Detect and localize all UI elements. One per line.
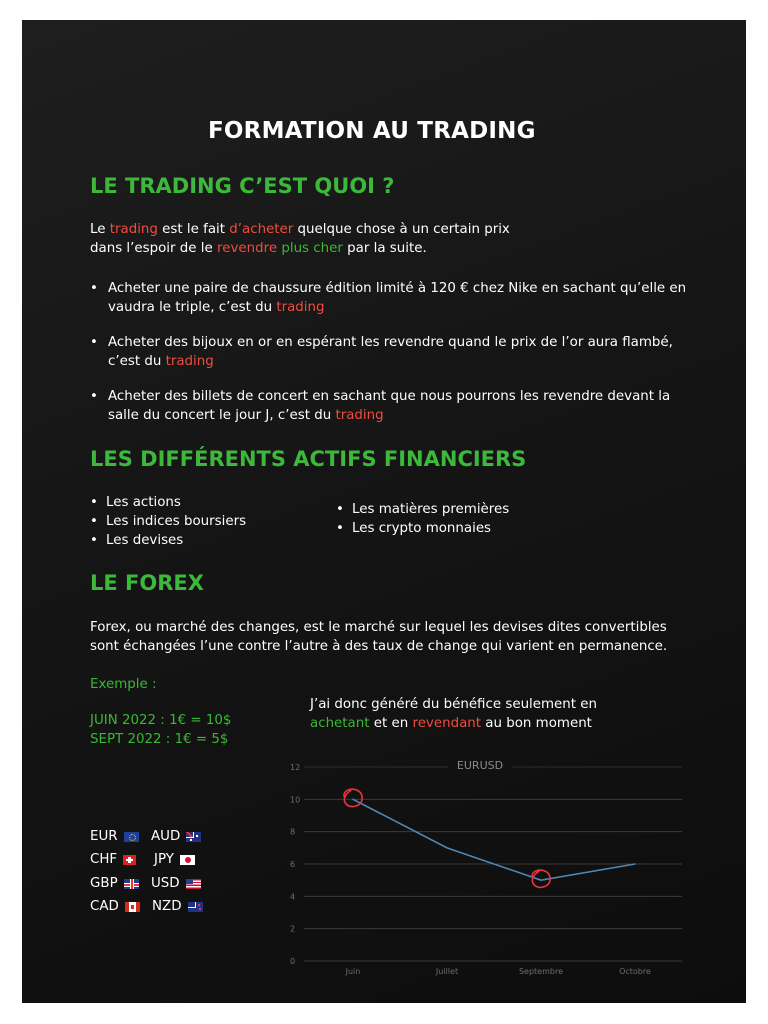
highlight-revendre: revendre — [217, 241, 278, 256]
list-item — [108, 387, 698, 425]
currency-code: JPY — [154, 852, 174, 867]
currency-eur — [90, 829, 139, 845]
heading-actifs: LES DIFFÉRENTS ACTIFS FINANCIERS — [90, 447, 527, 471]
currency-code: AUD — [151, 829, 181, 844]
profit-text: au bon moment — [481, 716, 592, 731]
highlight-plus-cher: plus cher — [281, 241, 343, 256]
intro-text: Le — [90, 222, 110, 237]
heading-forex: LE FOREX — [90, 571, 204, 595]
y-tick-label: 8 — [290, 827, 296, 837]
currency-code: NZD — [152, 899, 182, 914]
y-tick-label: 6 — [290, 860, 296, 869]
list-item — [108, 333, 698, 371]
example-sept: SEPT 2022 : 1€ = 5$ — [90, 732, 229, 747]
eurusd-line-chart — [280, 752, 690, 984]
chart-y-axis — [290, 763, 300, 966]
currency-usd — [151, 876, 201, 892]
data-point — [540, 879, 542, 881]
highlight-trading: trading — [109, 222, 158, 237]
y-tick-label: 4 — [290, 892, 296, 902]
x-tick-label: Juin — [345, 967, 361, 976]
list-item — [108, 279, 698, 317]
intro-text: est le fait — [157, 222, 230, 237]
list-item: • Les actions — [88, 493, 246, 512]
data-point — [446, 847, 448, 849]
data-point — [634, 863, 636, 865]
currency-code: CHF — [90, 852, 118, 867]
highlight-trading: trading — [165, 354, 214, 369]
highlight-achetant: achetant — [310, 716, 370, 731]
list-item: • Les crypto monnaies — [334, 519, 509, 538]
y-tick-label: 10 — [290, 795, 301, 805]
y-tick-label: 2 — [290, 924, 296, 934]
bullet-text: Acheter une paire de chaussure édition limité à 120 € chez Nike en sachant qu’elle en vaudra le triple, c’est du — [108, 281, 687, 315]
jp-flag-icon — [180, 855, 195, 865]
example-june: JUIN 2022 : 1€ = 10$ — [90, 713, 232, 728]
eu-flag-icon — [124, 832, 139, 842]
currency-cad — [90, 899, 140, 915]
example-label: Exemple : — [90, 677, 157, 692]
list-item: • Les devises — [88, 531, 246, 550]
highlight-trading: trading — [335, 408, 384, 423]
list-item: • Les indices boursiers — [88, 512, 246, 531]
data-point — [352, 799, 354, 801]
assets-list-right — [334, 500, 509, 538]
assets-list-left — [88, 493, 246, 550]
x-tick-label: Juillet — [435, 967, 459, 976]
chart-x-axis — [345, 967, 651, 976]
bullet-text: Acheter des bijoux en or en espérant les revendre quand le prix de l’or aura flambé, c’est du — [108, 335, 673, 369]
au-flag-icon — [186, 832, 201, 842]
paragraph-line: Forex, ou marché des changes, est le marché sur lequel les devises dites convertibles — [90, 620, 667, 635]
currency-code: EUR — [90, 829, 118, 844]
currency-nzd — [152, 899, 203, 915]
us-flag-icon — [186, 879, 201, 889]
profit-note — [310, 695, 597, 733]
highlight-acheter: d’acheter — [229, 222, 294, 237]
page-title: FORMATION AU TRADING — [208, 118, 536, 144]
profit-text: et en — [369, 716, 413, 731]
bullet-text: Acheter des billets de concert en sachant que nous pourrons les revendre devant la salle du concert le jour J, c’est du — [108, 389, 671, 423]
highlight-trading: trading — [276, 300, 325, 315]
x-tick-label: Septembre — [518, 967, 564, 976]
highlight-revendant: revendant — [412, 716, 482, 731]
list-item: • Les matières premières — [334, 500, 509, 519]
circle-annotation — [344, 789, 362, 806]
currency-aud — [151, 829, 201, 845]
intro-text: quelque chose à un certain prix — [293, 222, 510, 237]
x-tick-label: Octobre — [619, 967, 651, 976]
currency-jpy — [154, 852, 195, 868]
y-tick-label: 0 — [290, 957, 296, 966]
chart-title: EURUSD — [456, 759, 504, 772]
heading-trading: LE TRADING C’EST QUOI ? — [90, 174, 395, 198]
currency-chf — [90, 852, 136, 868]
intro-text: dans l’espoir de le — [90, 241, 218, 256]
uk-flag-icon — [124, 879, 139, 889]
paragraph-line: sont échangées l’une contre l’autre à des taux de change qui varient en permanence. — [90, 639, 668, 654]
intro-text: par la suite. — [342, 241, 427, 256]
currency-code: GBP — [90, 876, 118, 891]
y-tick-label: 12 — [290, 763, 301, 772]
ca-flag-icon — [125, 902, 140, 912]
ch-flag-icon — [123, 855, 136, 865]
series-line-eurusd — [353, 799, 635, 880]
nz-flag-icon — [188, 902, 203, 912]
currency-gbp — [90, 876, 139, 892]
currency-code: USD — [151, 876, 180, 891]
forex-paragraph — [90, 618, 667, 656]
chart-series — [352, 799, 636, 881]
intro-paragraph — [90, 220, 510, 258]
currency-code: CAD — [90, 899, 119, 914]
profit-line: J’ai donc généré du bénéfice seulement en — [310, 697, 598, 712]
